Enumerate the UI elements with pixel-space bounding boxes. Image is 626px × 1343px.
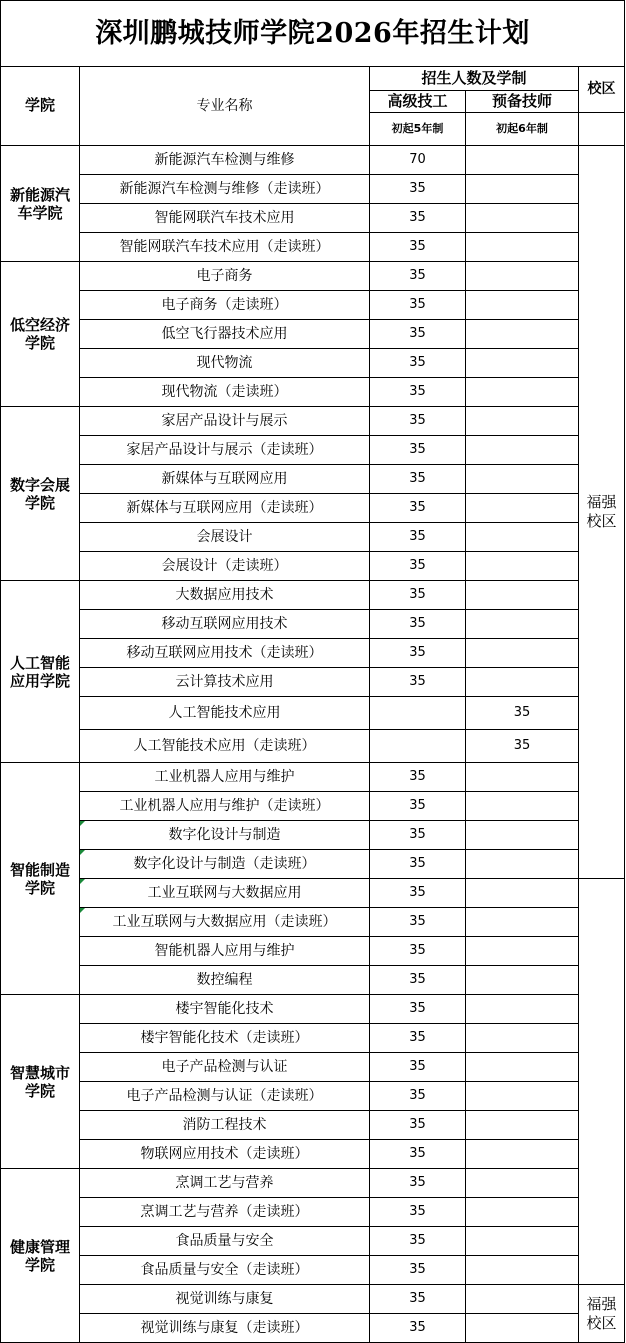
table-row xyxy=(1,1285,625,1314)
table-row xyxy=(1,966,625,995)
table-row xyxy=(1,995,625,1024)
major-name: 家居产品设计与展示（走读班） xyxy=(80,436,370,465)
quota-prep xyxy=(466,763,579,792)
table-row xyxy=(1,1024,625,1053)
quota-senior: 35 xyxy=(370,1140,466,1169)
quota-prep xyxy=(466,1169,579,1198)
college-name: 健康管理 学院 xyxy=(1,1169,80,1343)
major-name: 工业互联网与大数据应用（走读班） xyxy=(80,908,370,937)
major-name: 食品质量与安全（走读班） xyxy=(80,1256,370,1285)
table-row xyxy=(1,1198,625,1227)
major-name: 大数据应用技术 xyxy=(80,581,370,610)
table-row xyxy=(1,639,625,668)
quota-senior: 35 xyxy=(370,850,466,879)
table-row xyxy=(1,763,625,792)
quota-prep xyxy=(466,494,579,523)
header-campus-blank xyxy=(579,113,625,146)
header-prep-term: 初起6年制 xyxy=(466,113,579,146)
major-name: 智能网联汽车技术应用 xyxy=(80,204,370,233)
quota-senior: 35 xyxy=(370,821,466,850)
quota-senior: 35 xyxy=(370,175,466,204)
quota-senior: 35 xyxy=(370,1256,466,1285)
quota-prep xyxy=(466,320,579,349)
table-row xyxy=(1,523,625,552)
campus-fuqiang-top: 福强 校区 xyxy=(579,146,625,879)
table-row xyxy=(1,407,625,436)
major-name: 移动互联网应用技术 xyxy=(80,610,370,639)
quota-senior: 35 xyxy=(370,763,466,792)
quota-senior: 35 xyxy=(370,349,466,378)
major-name: 新媒体与互联网应用 xyxy=(80,465,370,494)
quota-prep xyxy=(466,465,579,494)
major-name: 智能机器人应用与维护 xyxy=(80,937,370,966)
major-name: 工业机器人应用与维护 xyxy=(80,763,370,792)
header-level-senior: 高级技工 xyxy=(370,91,466,113)
major-name: 云计算技术应用 xyxy=(80,668,370,697)
major-name: 烹调工艺与营养 xyxy=(80,1169,370,1198)
quota-prep xyxy=(466,1314,579,1343)
major-name: 新能源汽车检测与维修 xyxy=(80,146,370,175)
quota-senior: 35 xyxy=(370,407,466,436)
quota-prep xyxy=(466,1198,579,1227)
quota-prep xyxy=(466,1111,579,1140)
major-name: 现代物流 xyxy=(80,349,370,378)
quota-senior: 35 xyxy=(370,668,466,697)
quota-prep xyxy=(466,792,579,821)
table-row xyxy=(1,465,625,494)
quota-senior: 35 xyxy=(370,1111,466,1140)
table-row xyxy=(1,494,625,523)
major-name: 烹调工艺与营养（走读班） xyxy=(80,1198,370,1227)
quota-prep xyxy=(466,821,579,850)
quota-senior: 35 xyxy=(370,1285,466,1314)
quota-prep xyxy=(466,146,579,175)
table-row xyxy=(1,1111,625,1140)
quota-prep xyxy=(466,879,579,908)
quota-prep: 35 xyxy=(466,697,579,730)
table-row xyxy=(1,262,625,291)
major-name: 视觉训练与康复（走读班） xyxy=(80,1314,370,1343)
major-name: 视觉训练与康复 xyxy=(80,1285,370,1314)
quota-senior: 35 xyxy=(370,378,466,407)
quota-prep xyxy=(466,1053,579,1082)
quota-senior: 35 xyxy=(370,233,466,262)
quota-prep xyxy=(466,349,579,378)
college-name: 智慧城市 学院 xyxy=(1,995,80,1169)
major-name: 工业互联网与大数据应用 xyxy=(80,879,370,908)
header-senior-term: 初起5年制 xyxy=(370,113,466,146)
major-name: 现代物流（走读班） xyxy=(80,378,370,407)
header-quota-group: 招生人数及学制 xyxy=(370,67,579,91)
quota-senior: 35 xyxy=(370,1169,466,1198)
table-row xyxy=(1,320,625,349)
quota-senior: 35 xyxy=(370,908,466,937)
quota-senior: 35 xyxy=(370,610,466,639)
quota-prep xyxy=(466,610,579,639)
quota-prep xyxy=(466,1227,579,1256)
table-row xyxy=(1,581,625,610)
major-name: 会展设计（走读班） xyxy=(80,552,370,581)
table-row xyxy=(1,792,625,821)
table-row xyxy=(1,1082,625,1111)
quota-prep xyxy=(466,407,579,436)
quota-senior: 35 xyxy=(370,494,466,523)
quota-prep xyxy=(466,850,579,879)
table-row xyxy=(1,291,625,320)
college-name: 新能源汽 车学院 xyxy=(1,146,80,262)
quota-senior: 35 xyxy=(370,879,466,908)
quota-senior: 35 xyxy=(370,581,466,610)
major-name: 物联网应用技术（走读班） xyxy=(80,1140,370,1169)
major-name: 数字化设计与制造（走读班） xyxy=(80,850,370,879)
major-name: 楼宇智能化技术 xyxy=(80,995,370,1024)
table-row xyxy=(1,1314,625,1343)
quota-prep xyxy=(466,995,579,1024)
major-name: 人工智能技术应用（走读班） xyxy=(80,730,370,763)
table-row xyxy=(1,1140,625,1169)
quota-senior xyxy=(370,697,466,730)
quota-senior: 35 xyxy=(370,523,466,552)
table-row xyxy=(1,1053,625,1082)
quota-prep xyxy=(466,1285,579,1314)
header-college: 学院 xyxy=(1,67,80,146)
quota-senior: 35 xyxy=(370,1053,466,1082)
major-name: 家居产品设计与展示 xyxy=(80,407,370,436)
quota-prep xyxy=(466,523,579,552)
quota-prep xyxy=(466,291,579,320)
quota-prep xyxy=(466,937,579,966)
quota-prep xyxy=(466,378,579,407)
quota-prep xyxy=(466,552,579,581)
quota-senior: 35 xyxy=(370,792,466,821)
quota-senior: 70 xyxy=(370,146,466,175)
table-row xyxy=(1,610,625,639)
table-row xyxy=(1,937,625,966)
quota-prep xyxy=(466,1082,579,1111)
quota-senior: 35 xyxy=(370,1082,466,1111)
quota-senior: 35 xyxy=(370,552,466,581)
table-row xyxy=(1,1169,625,1198)
table-row xyxy=(1,908,625,937)
major-name: 新媒体与互联网应用（走读班） xyxy=(80,494,370,523)
quota-senior: 35 xyxy=(370,1227,466,1256)
page-title: 深圳鹏城技师学院2026年招生计划 xyxy=(1,1,625,67)
major-name: 消防工程技术 xyxy=(80,1111,370,1140)
quota-prep xyxy=(466,233,579,262)
major-name: 楼宇智能化技术（走读班） xyxy=(80,1024,370,1053)
quota-senior: 35 xyxy=(370,1314,466,1343)
quota-senior xyxy=(370,730,466,763)
major-name: 数字化设计与制造 xyxy=(80,821,370,850)
table-row xyxy=(1,850,625,879)
quota-prep xyxy=(466,1024,579,1053)
table-row xyxy=(1,1227,625,1256)
major-name: 移动互联网应用技术（走读班） xyxy=(80,639,370,668)
quota-senior: 35 xyxy=(370,937,466,966)
campus-fuqiang-bottom: 福强 校区 xyxy=(579,1285,625,1343)
table-row xyxy=(1,821,625,850)
quota-prep xyxy=(466,436,579,465)
major-name: 人工智能技术应用 xyxy=(80,697,370,730)
major-name: 电子商务 xyxy=(80,262,370,291)
quota-prep xyxy=(466,1256,579,1285)
header-major: 专业名称 xyxy=(80,67,370,146)
major-name: 电子产品检测与认证 xyxy=(80,1053,370,1082)
quota-prep xyxy=(466,175,579,204)
table-row xyxy=(1,175,625,204)
table-row xyxy=(1,668,625,697)
college-name: 人工智能 应用学院 xyxy=(1,581,80,763)
quota-senior: 35 xyxy=(370,1024,466,1053)
table-row xyxy=(1,233,625,262)
quota-senior: 35 xyxy=(370,262,466,291)
quota-senior: 35 xyxy=(370,204,466,233)
quota-senior: 35 xyxy=(370,465,466,494)
quota-prep xyxy=(466,1140,579,1169)
quota-prep xyxy=(466,639,579,668)
table-row xyxy=(1,552,625,581)
quota-senior: 35 xyxy=(370,966,466,995)
quota-prep xyxy=(466,262,579,291)
quota-prep xyxy=(466,581,579,610)
header-level-prep: 预备技师 xyxy=(466,91,579,113)
quota-senior: 35 xyxy=(370,639,466,668)
quota-prep: 35 xyxy=(466,730,579,763)
quota-prep xyxy=(466,668,579,697)
quota-senior: 35 xyxy=(370,995,466,1024)
header-campus: 校区 xyxy=(579,67,625,113)
quota-senior: 35 xyxy=(370,291,466,320)
table-row xyxy=(1,879,625,908)
quota-prep xyxy=(466,966,579,995)
major-name: 低空飞行器技术应用 xyxy=(80,320,370,349)
table-row xyxy=(1,436,625,465)
quota-prep xyxy=(466,204,579,233)
college-name: 数字会展 学院 xyxy=(1,407,80,581)
table-row xyxy=(1,204,625,233)
quota-prep xyxy=(466,908,579,937)
table-row xyxy=(1,697,625,730)
table-row xyxy=(1,146,625,175)
major-name: 工业机器人应用与维护（走读班） xyxy=(80,792,370,821)
quota-senior: 35 xyxy=(370,436,466,465)
college-name: 低空经济 学院 xyxy=(1,262,80,407)
major-name: 电子产品检测与认证（走读班） xyxy=(80,1082,370,1111)
quota-senior: 35 xyxy=(370,320,466,349)
major-name: 食品质量与安全 xyxy=(80,1227,370,1256)
quota-senior: 35 xyxy=(370,1198,466,1227)
table-row xyxy=(1,378,625,407)
table-row xyxy=(1,349,625,378)
major-name: 电子商务（走读班） xyxy=(80,291,370,320)
table-row xyxy=(1,730,625,763)
table-row xyxy=(1,1256,625,1285)
major-name: 新能源汽车检测与维修（走读班） xyxy=(80,175,370,204)
major-name: 会展设计 xyxy=(80,523,370,552)
major-name: 智能网联汽车技术应用（走读班） xyxy=(80,233,370,262)
major-name: 数控编程 xyxy=(80,966,370,995)
college-name: 智能制造 学院 xyxy=(1,763,80,995)
